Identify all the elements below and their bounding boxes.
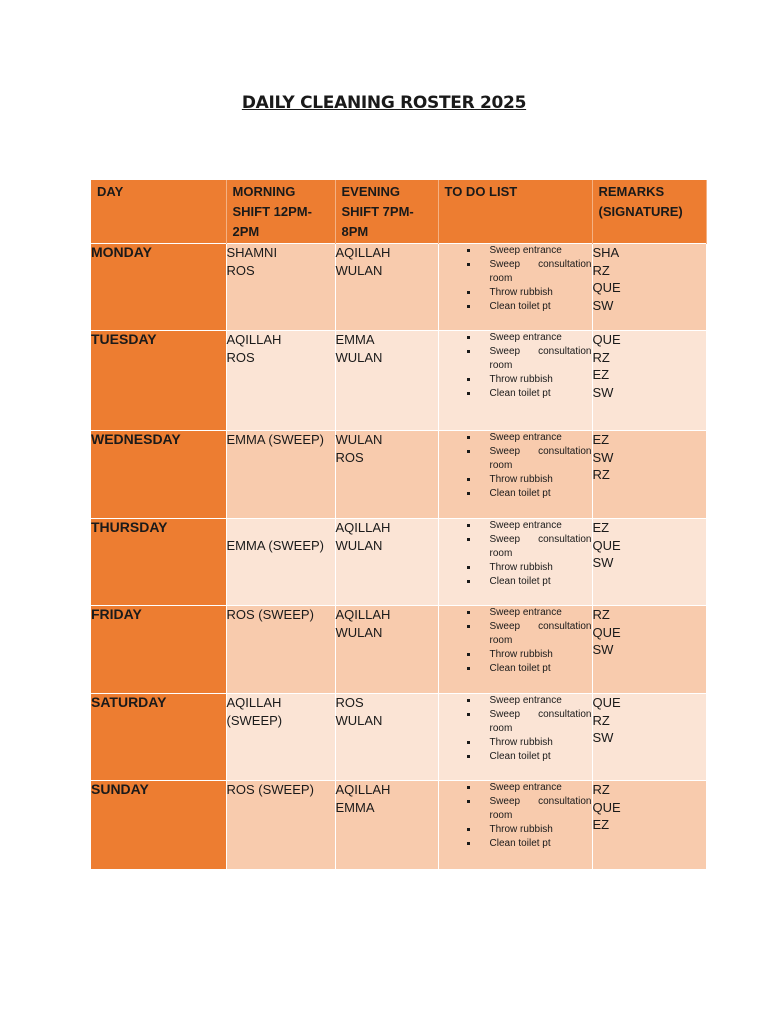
signature: RZ — [592, 262, 610, 278]
todo-item: Sweep entrance — [467, 606, 592, 620]
header-todo-label: TO DO LIST — [444, 184, 518, 199]
morning-name: EMMA (SWEEP) — [226, 537, 325, 553]
table-row — [91, 606, 706, 694]
evening-shift-cell — [335, 244, 438, 331]
evening-name: WULAN — [335, 432, 383, 447]
evening-shift-cell — [335, 606, 438, 694]
header-morning — [226, 180, 335, 244]
morning-shift-cell — [226, 694, 335, 781]
todo-item: Throw rubbish — [467, 286, 592, 300]
header-morning-line: MORNING — [232, 184, 296, 199]
todo-cell — [438, 519, 592, 606]
signature: SW — [592, 384, 614, 400]
todo-cell — [438, 606, 592, 694]
todo-item: Sweep consultation — [467, 258, 592, 272]
header-evening-line: EVENING — [341, 184, 401, 199]
day-label: WEDNESDAY — [91, 431, 181, 447]
header-morning-line: 2PM — [232, 224, 260, 239]
todo-item: Throw rubbish — [467, 823, 592, 837]
header-day-label: DAY — [97, 184, 124, 199]
todo-item: Throw rubbish — [467, 736, 592, 750]
evening-name: WULAN — [335, 537, 383, 553]
day-label: FRIDAY — [91, 606, 142, 622]
todo-item: Clean toilet pt — [467, 300, 592, 314]
todo-item: Clean toilet pt — [467, 837, 592, 851]
todo-item: Sweep consultation — [467, 533, 592, 547]
header-day — [91, 180, 226, 244]
todo-item: Clean toilet pt — [467, 487, 592, 501]
morning-name: ROS (SWEEP) — [226, 782, 314, 797]
table-row — [91, 781, 706, 869]
evening-name: EMMA — [335, 799, 375, 815]
morning-name — [227, 449, 335, 467]
todo-item: Sweep consultation — [467, 795, 592, 809]
todo-item: Sweep entrance — [467, 331, 592, 345]
day-label: MONDAY — [91, 244, 152, 260]
evening-name: ROS — [335, 695, 364, 710]
todo-item: Sweep entrance — [467, 244, 592, 258]
page-title: DAILY CLEANING ROSTER 2025 — [241, 93, 527, 113]
evening-shift-cell — [335, 694, 438, 781]
day-label: THURSDAY — [91, 519, 168, 535]
header-morning-line: SHIFT 12PM- — [232, 204, 312, 219]
todo-list — [439, 331, 592, 401]
table-row — [91, 519, 706, 606]
todo-list — [439, 244, 592, 314]
signature: SHA — [592, 245, 620, 260]
todo-item: Clean toilet pt — [467, 750, 592, 764]
remarks-cell — [592, 431, 706, 519]
day-cell — [91, 244, 226, 331]
day-cell — [91, 606, 226, 694]
signature: SW — [592, 297, 614, 313]
evening-name: AQILLAH — [335, 245, 391, 260]
evening-shift-cell — [335, 519, 438, 606]
todo-item: Throw rubbish — [467, 648, 592, 662]
todo-cell — [438, 244, 592, 331]
signature: QUE — [592, 695, 621, 710]
todo-item-continuation: room — [489, 460, 513, 471]
signature: QUE — [592, 280, 621, 295]
signature: RZ — [592, 712, 610, 728]
todo-cell — [438, 694, 592, 781]
signature: QUE — [592, 332, 621, 347]
todo-item: Sweep entrance — [467, 781, 592, 795]
remarks-cell — [592, 606, 706, 694]
todo-list — [439, 431, 592, 501]
header-evening — [335, 180, 438, 244]
table-row — [91, 331, 706, 431]
todo-list — [439, 694, 592, 764]
todo-item: Sweep consultation — [467, 445, 592, 459]
day-cell — [91, 331, 226, 431]
evening-shift-cell — [335, 331, 438, 431]
todo-list — [439, 781, 592, 851]
evening-shift-cell — [335, 781, 438, 869]
todo-item: Clean toilet pt — [467, 575, 592, 589]
morning-shift-cell — [226, 431, 335, 519]
todo-item: Clean toilet pt — [467, 662, 592, 676]
day-label: SATURDAY — [91, 694, 167, 710]
header-evening-line: 8PM — [341, 224, 369, 239]
signature: EZ — [592, 817, 610, 832]
remarks-cell — [592, 519, 706, 606]
todo-item: Sweep consultation — [467, 620, 592, 634]
morning-shift-cell — [226, 244, 335, 331]
remarks-cell — [592, 694, 706, 781]
todo-item: Throw rubbish — [467, 473, 592, 487]
signature: EZ — [592, 367, 610, 382]
signature: SW — [592, 642, 614, 657]
remarks-cell — [592, 331, 706, 431]
todo-item: Sweep entrance — [467, 694, 592, 708]
todo-item-continuation: room — [489, 548, 513, 559]
todo-item: Sweep consultation — [467, 708, 592, 722]
todo-cell — [438, 431, 592, 519]
todo-cell — [438, 781, 592, 869]
signature: EZ — [592, 432, 610, 447]
morning-name: (SWEEP) — [226, 712, 283, 728]
evening-name: AQILLAH — [335, 607, 391, 622]
morning-name: SHAMNI — [226, 245, 278, 260]
header-remarks-line: (SIGNATURE) — [598, 204, 683, 219]
signature: SW — [592, 555, 614, 570]
todo-item: Clean toilet pt — [467, 387, 592, 401]
morning-name: AQILLAH — [226, 332, 282, 347]
signature: RZ — [592, 467, 610, 482]
signature: RZ — [592, 782, 610, 797]
morning-name — [227, 519, 335, 537]
morning-shift-cell — [226, 331, 335, 431]
signature: QUE — [592, 799, 621, 815]
day-label: TUESDAY — [91, 331, 157, 347]
header-remarks-line: REMARKS — [598, 184, 665, 199]
todo-item-continuation: room — [489, 360, 513, 371]
todo-cell — [438, 331, 592, 431]
todo-list — [439, 519, 592, 589]
todo-item-continuation: room — [489, 810, 513, 821]
table-row — [91, 244, 706, 331]
evening-name: AQILLAH — [335, 782, 391, 797]
morning-name: ROS — [226, 262, 255, 278]
evening-name: AQILLAH — [335, 520, 391, 535]
morning-shift-cell — [226, 519, 335, 606]
remarks-cell — [592, 781, 706, 869]
day-cell — [91, 431, 226, 519]
header-remarks — [592, 180, 706, 244]
todo-item: Throw rubbish — [467, 373, 592, 387]
todo-item: Sweep entrance — [467, 519, 592, 533]
morning-shift-cell — [226, 606, 335, 694]
morning-name: AQILLAH — [226, 695, 282, 710]
day-label: SUNDAY — [91, 781, 149, 797]
signature: RZ — [592, 607, 610, 622]
todo-item: Sweep entrance — [467, 431, 592, 445]
morning-name: ROS (SWEEP) — [226, 607, 314, 622]
signature: QUE — [592, 624, 621, 640]
signature: SW — [592, 730, 614, 745]
signature: SW — [592, 449, 614, 465]
header-row — [91, 180, 706, 244]
day-cell — [91, 781, 226, 869]
morning-shift-cell — [226, 781, 335, 869]
table-row — [91, 694, 706, 781]
todo-item-continuation: room — [489, 723, 513, 734]
header-todo — [438, 180, 592, 244]
todo-item: Throw rubbish — [467, 561, 592, 575]
signature: QUE — [592, 537, 621, 553]
roster-table — [91, 180, 707, 869]
todo-item: Sweep consultation — [467, 345, 592, 359]
morning-name — [227, 624, 335, 642]
signature: EZ — [592, 520, 610, 535]
evening-name: EMMA — [335, 332, 375, 347]
todo-item-continuation: room — [489, 273, 513, 284]
table-row — [91, 431, 706, 519]
signature: RZ — [592, 349, 610, 365]
todo-list — [439, 606, 592, 676]
evening-name: WULAN — [335, 712, 383, 728]
morning-name: ROS — [226, 349, 255, 365]
evening-name: WULAN — [335, 262, 383, 278]
day-cell — [91, 694, 226, 781]
morning-name: EMMA (SWEEP) — [226, 432, 325, 447]
day-cell — [91, 519, 226, 606]
evening-name: ROS — [335, 449, 364, 465]
evening-shift-cell — [335, 431, 438, 519]
todo-item-continuation: room — [489, 635, 513, 646]
remarks-cell — [592, 244, 706, 331]
morning-name — [227, 799, 335, 817]
evening-name: WULAN — [335, 349, 383, 365]
evening-name: WULAN — [335, 624, 383, 640]
header-evening-line: SHIFT 7PM- — [341, 204, 414, 219]
